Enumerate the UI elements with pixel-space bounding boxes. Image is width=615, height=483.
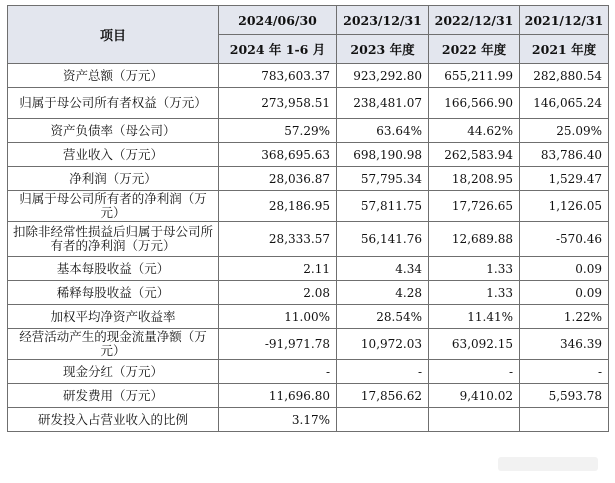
row-value: 63,092.15 <box>429 329 520 360</box>
row-label: 营业收入（万元） <box>8 143 219 167</box>
row-value: 17,726.65 <box>429 191 520 222</box>
table-row <box>8 360 609 384</box>
row-value: 17,856.62 <box>337 384 429 408</box>
row-value: 12,689.88 <box>429 222 520 257</box>
header-span: 2023 年度 <box>337 35 429 64</box>
row-value: - <box>429 360 520 384</box>
row-value: 0.09 <box>520 257 609 281</box>
row-value <box>520 408 609 432</box>
watermark-overlay <box>498 457 598 471</box>
row-value: 56,141.76 <box>337 222 429 257</box>
row-value <box>429 408 520 432</box>
header-date: 2024/06/30 <box>219 6 337 35</box>
row-label: 现金分红（万元） <box>8 360 219 384</box>
row-value: 10,972.03 <box>337 329 429 360</box>
row-value: 282,880.54 <box>520 64 609 88</box>
row-value: 783,603.37 <box>219 64 337 88</box>
header-date: 2023/12/31 <box>337 6 429 35</box>
table-row <box>8 257 609 281</box>
row-value: 655,211.99 <box>429 64 520 88</box>
row-value: 1,126.05 <box>520 191 609 222</box>
row-value: 166,566.90 <box>429 88 520 119</box>
row-value: 273,958.51 <box>219 88 337 119</box>
header-span: 2021 年度 <box>520 35 609 64</box>
row-value: 1,529.47 <box>520 167 609 191</box>
row-value: 11.00% <box>219 305 337 329</box>
row-value: 2.11 <box>219 257 337 281</box>
row-label: 稀释每股收益（元） <box>8 281 219 305</box>
header-corner: 项目 <box>8 6 219 64</box>
row-value: 28.54% <box>337 305 429 329</box>
row-value: - <box>219 360 337 384</box>
row-value: 4.34 <box>337 257 429 281</box>
row-value: 11,696.80 <box>219 384 337 408</box>
table-row <box>8 408 609 432</box>
row-label: 研发费用（万元） <box>8 384 219 408</box>
row-value: -91,971.78 <box>219 329 337 360</box>
row-value: 57,811.75 <box>337 191 429 222</box>
row-value: 262,583.94 <box>429 143 520 167</box>
table-row <box>8 88 609 119</box>
row-value: 923,292.80 <box>337 64 429 88</box>
row-label: 经营活动产生的现金流量净额（万元） <box>8 329 219 360</box>
row-value: 9,410.02 <box>429 384 520 408</box>
table-row <box>8 384 609 408</box>
row-value: 3.17% <box>219 408 337 432</box>
row-label: 净利润（万元） <box>8 167 219 191</box>
table-row <box>8 119 609 143</box>
row-label: 资产总额（万元） <box>8 64 219 88</box>
table-row <box>8 305 609 329</box>
row-value: 28,186.95 <box>219 191 337 222</box>
header-date: 2021/12/31 <box>520 6 609 35</box>
header-date: 2022/12/31 <box>429 6 520 35</box>
table-row <box>8 64 609 88</box>
row-value: 5,593.78 <box>520 384 609 408</box>
row-value: 1.22% <box>520 305 609 329</box>
row-value: 63.64% <box>337 119 429 143</box>
row-value <box>337 408 429 432</box>
row-value: - <box>520 360 609 384</box>
row-value: 1.33 <box>429 257 520 281</box>
row-value: 28,036.87 <box>219 167 337 191</box>
header-span: 2024 年 1-6 月 <box>219 35 337 64</box>
row-value: 57,795.34 <box>337 167 429 191</box>
table-row <box>8 329 609 360</box>
row-value: 4.28 <box>337 281 429 305</box>
table-row <box>8 191 609 222</box>
table-row <box>8 281 609 305</box>
row-value: 698,190.98 <box>337 143 429 167</box>
row-value: 25.09% <box>520 119 609 143</box>
row-value: 18,208.95 <box>429 167 520 191</box>
table-row <box>8 222 609 257</box>
row-label: 归属于母公司所有者权益（万元） <box>8 88 219 119</box>
row-value: 44.62% <box>429 119 520 143</box>
row-value: 146,065.24 <box>520 88 609 119</box>
table-row <box>8 167 609 191</box>
row-label: 研发投入占营业收入的比例 <box>8 408 219 432</box>
row-value: -570.46 <box>520 222 609 257</box>
row-value: 346.39 <box>520 329 609 360</box>
row-value: 368,695.63 <box>219 143 337 167</box>
row-value: 238,481.07 <box>337 88 429 119</box>
financial-summary-table <box>7 5 609 432</box>
row-value: 83,786.40 <box>520 143 609 167</box>
row-value: 28,333.57 <box>219 222 337 257</box>
row-label: 归属于母公司所有者的净利润（万元） <box>8 191 219 222</box>
financial-table-container <box>7 5 608 477</box>
row-label: 基本每股收益（元） <box>8 257 219 281</box>
row-label: 加权平均净资产收益率 <box>8 305 219 329</box>
table-row <box>8 143 609 167</box>
header-span: 2022 年度 <box>429 35 520 64</box>
row-value: - <box>337 360 429 384</box>
row-value: 0.09 <box>520 281 609 305</box>
header-row-dates <box>8 6 609 35</box>
row-label: 扣除非经常性损益后归属于母公司所有者的净利润（万元） <box>8 222 219 257</box>
row-label: 资产负债率（母公司） <box>8 119 219 143</box>
row-value: 2.08 <box>219 281 337 305</box>
row-value: 57.29% <box>219 119 337 143</box>
row-value: 1.33 <box>429 281 520 305</box>
row-value: 11.41% <box>429 305 520 329</box>
